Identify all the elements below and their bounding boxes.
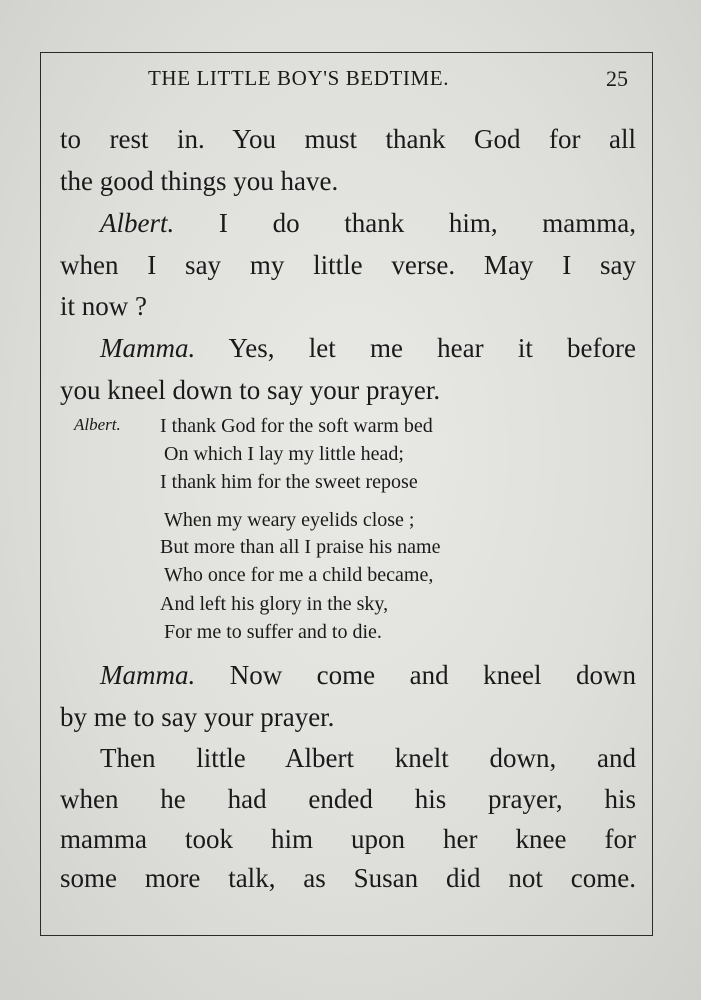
dialogue-text: Yes, let me hear it before bbox=[228, 333, 637, 363]
verse-line: When my weary eyelids close ; bbox=[164, 509, 415, 531]
body-line: some more talk, as Susan did not come. bbox=[60, 863, 636, 893]
running-title: THE LITTLE BOY'S BEDTIME. bbox=[148, 66, 450, 90]
verse-line: And left his glory in the sky, bbox=[160, 593, 389, 615]
dialogue-line bbox=[100, 658, 636, 692]
dialogue-text: Now come and kneel down bbox=[229, 660, 636, 690]
body-line: Then little Albert knelt down, and bbox=[100, 743, 636, 773]
body-line: to rest in. You must thank God for all bbox=[60, 124, 636, 154]
verse-line: For me to suffer and to die. bbox=[164, 621, 382, 643]
verse-line: On which I lay my little head; bbox=[164, 443, 404, 465]
verse-line: But more than all I praise his name bbox=[160, 536, 441, 558]
dialogue-line bbox=[100, 206, 636, 240]
verse-line: I thank God for the soft warm bed bbox=[160, 415, 433, 437]
speaker-name: Mamma. bbox=[100, 333, 196, 363]
speaker-name: Albert. bbox=[100, 208, 175, 238]
body-line: the good things you have. bbox=[60, 166, 339, 196]
body-line: when I say my little verse. May I say bbox=[60, 250, 636, 280]
body-line: you kneel down to say your prayer. bbox=[60, 375, 441, 405]
dialogue-text: I do thank him, mamma, bbox=[218, 208, 637, 238]
body-line: by me to say your prayer. bbox=[60, 702, 335, 732]
body-line: mamma took him upon her knee for bbox=[60, 824, 636, 854]
verse-line: Who once for me a child became, bbox=[164, 564, 434, 586]
verse-speaker: Albert. bbox=[74, 415, 121, 434]
body-line: when he had ended his prayer, his bbox=[60, 784, 636, 814]
dialogue-line bbox=[100, 331, 636, 365]
running-header bbox=[0, 66, 701, 94]
verse-line: I thank him for the sweet repose bbox=[160, 471, 418, 493]
page-number: 25 bbox=[606, 66, 628, 91]
body-line: it now ? bbox=[60, 291, 147, 321]
speaker-name: Mamma. bbox=[100, 660, 196, 690]
